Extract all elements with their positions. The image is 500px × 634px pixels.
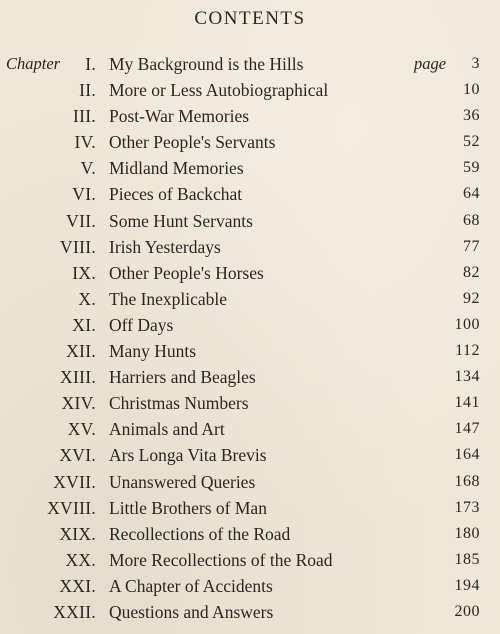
chapter-title: Some Hunt Servants [109,210,253,231]
chapter-title: Other People's Horses [109,262,264,283]
chapter-title: More Recollections of the Road [109,549,333,570]
chapter-number: II. [79,80,96,101]
toc-row [0,547,500,573]
toc-row [0,77,500,103]
chapter-title: Questions and Answers [109,601,274,622]
chapter-page-number: 147 [454,420,480,438]
toc-row [0,573,500,599]
chapter-page-number: 141 [454,394,480,412]
chapter-prefix: Chapter [6,54,61,73]
chapter-number: IX. [72,262,96,283]
chapter-number: V. [80,158,96,179]
toc-row [0,208,500,234]
chapter-number: I. [85,54,96,74]
chapter-page-number: 164 [454,446,480,464]
chapter-title: Harriers and Beagles [109,367,256,388]
chapter-page-number: 173 [454,498,480,516]
toc-row [0,312,500,338]
page-label: page [414,54,447,73]
chapter-title: Irish Yesterdays [109,236,221,257]
toc-row [0,103,500,129]
toc-row [0,521,500,547]
chapter-page-number: 100 [454,315,480,333]
chapter-title: Midland Memories [109,158,244,179]
chapter-number: VI. [72,184,96,205]
chapter-number: VII. [66,210,96,231]
chapter-number: XII. [66,341,96,362]
chapter-page-number: 168 [454,472,480,490]
chapter-title: My Background is the Hills [109,54,304,74]
chapter-title: Little Brothers of Man [109,497,267,518]
toc-row [0,181,500,207]
chapter-title: Many Hunts [109,341,197,362]
toc-row [0,286,500,312]
toc-row [0,364,500,390]
table-of-contents [0,51,500,625]
chapter-title: Ars Longa Vita Brevis [109,445,267,466]
chapter-page-number: 59 [463,159,480,177]
toc-row [0,338,500,364]
chapter-page-number: 112 [455,342,480,360]
chapter-number: XXI. [59,575,96,596]
chapter-number: XVI. [59,445,96,466]
toc-row [0,442,500,468]
chapter-number: XVII. [53,471,96,492]
chapter-number: III. [72,106,96,127]
toc-row [0,51,500,77]
chapter-title: Off Days [109,314,174,335]
chapter-page-number: 200 [454,602,480,620]
toc-row [0,129,500,155]
chapter-page-number: 77 [463,237,480,255]
toc-row [0,260,500,286]
chapter-page-number: 82 [463,263,480,281]
contents-heading: CONTENTS [194,8,306,29]
chapter-title: More or Less Autobiographical [109,80,329,101]
chapter-title: The Inexplicable [109,288,228,309]
chapter-page-number: 36 [463,107,480,125]
chapter-number: XIII. [60,367,96,388]
toc-row [0,234,500,260]
chapter-page-number: 194 [454,576,480,594]
chapter-title: Recollections of the Road [109,523,291,544]
chapter-number: XVIII. [47,497,96,518]
chapter-title: Other People's Servants [109,132,276,153]
toc-row [0,416,500,442]
chapter-page-number: 92 [463,289,480,307]
chapter-number: X. [78,288,96,309]
chapter-title: Pieces of Backchat [109,184,243,205]
chapter-title: Post-War Memories [109,106,250,127]
chapter-page-number: 52 [463,133,480,151]
chapter-page-number: 3 [471,55,480,72]
chapter-title: Unanswered Queries [109,471,256,492]
chapter-title: Christmas Numbers [109,393,249,414]
chapter-number: VIII. [60,236,96,257]
chapter-number: XIV. [61,393,96,414]
chapter-page-number: 64 [463,185,480,203]
toc-row [0,155,500,181]
chapter-number: XI. [72,314,96,335]
toc-row [0,495,500,521]
chapter-number: XIX. [59,523,96,544]
chapter-number: XX. [65,549,96,570]
chapter-number: IV. [74,132,96,153]
toc-row [0,469,500,495]
chapter-number: XXII. [53,601,96,622]
chapter-page-number: 68 [463,211,480,229]
toc-row [0,599,500,625]
chapter-page-number: 180 [454,524,480,542]
chapter-page-number: 134 [454,368,480,386]
chapter-page-number: 185 [454,550,480,568]
chapter-title: A Chapter of Accidents [109,575,273,596]
toc-row [0,390,500,416]
chapter-page-number: 10 [463,81,480,99]
chapter-title: Animals and Art [109,419,225,440]
chapter-number: XV. [67,419,96,440]
